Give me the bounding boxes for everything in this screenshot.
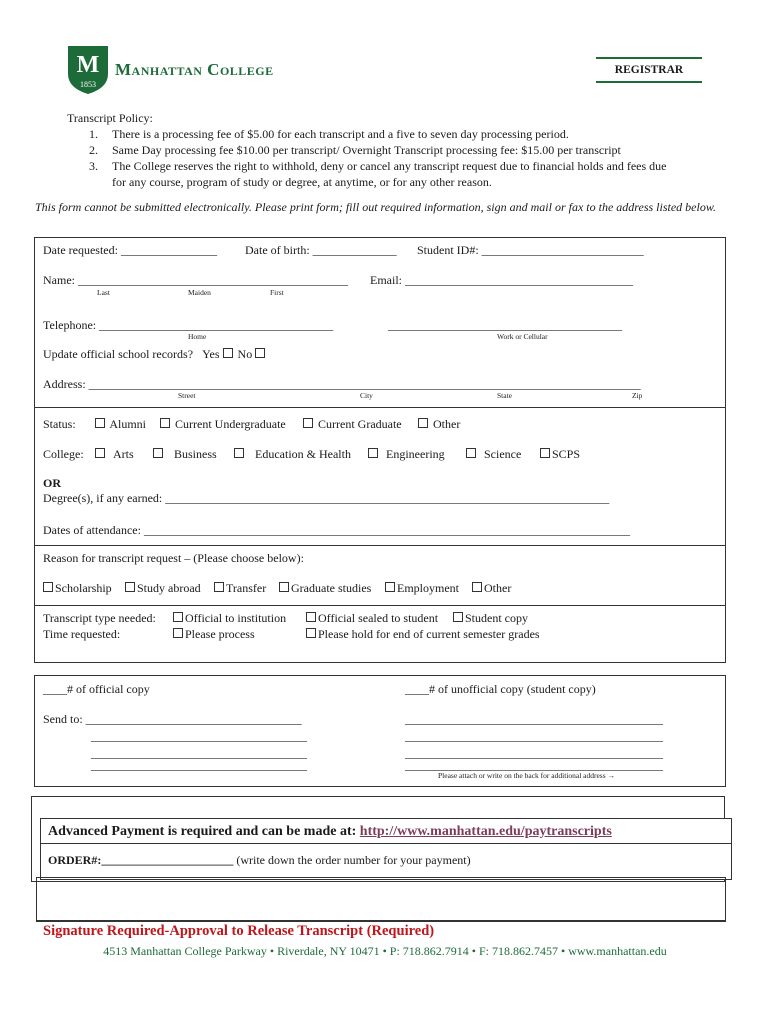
checkbox-icon[interactable] <box>368 448 378 458</box>
checkbox-icon[interactable] <box>125 582 135 592</box>
name-field[interactable]: Name: _____________________________________________ <box>43 273 348 287</box>
student-id-field[interactable]: Student ID#: ___________________________ <box>417 243 644 257</box>
send-to-line[interactable]: ____________________________________ <box>91 729 307 743</box>
checkbox-icon[interactable] <box>279 582 289 592</box>
policy-item: 1. There is a processing fee of $5.00 for each transcript and a five to seven day processing period. <box>89 127 569 141</box>
dates-attendance-field[interactable]: Dates of attendance: _________________________________________________________________________________ <box>43 523 630 537</box>
send-to-field[interactable]: Send to: ____________________________________ <box>43 712 302 726</box>
addr-city-caption: City <box>360 391 373 400</box>
reason-title: Reason for transcript request – (Please choose below): <box>43 551 304 565</box>
policy-item: for any course, program of study or degree, at anytime, or for any other reason. <box>112 175 492 189</box>
addr-zip-caption: Zip <box>632 391 643 400</box>
logo-letter: M <box>76 52 100 78</box>
policy-title: Transcript Policy: <box>67 111 153 125</box>
checkbox-icon[interactable] <box>95 418 105 428</box>
college-option[interactable]: Business <box>153 447 217 462</box>
college-option[interactable]: Science <box>466 447 521 462</box>
reason-option[interactable]: Employment <box>385 581 459 596</box>
address-field[interactable]: Address: ____________________________________________________________________________________________ <box>43 377 641 391</box>
tel-home-caption: Home <box>188 332 207 341</box>
name-first-caption: First <box>270 288 284 297</box>
reason-option[interactable]: Other <box>472 581 511 596</box>
status-option[interactable]: Current Undergraduate <box>160 417 286 432</box>
official-copy-field[interactable]: ____# of official copy <box>43 682 150 696</box>
college-option[interactable]: Arts <box>95 447 134 462</box>
checkbox-icon[interactable] <box>153 448 163 458</box>
order-number-field[interactable]: ORDER#:______________________ (write down the order number for your payment) <box>48 853 471 867</box>
transcript-policy <box>67 110 666 190</box>
checkbox-icon[interactable] <box>540 448 550 458</box>
reason-option[interactable]: Graduate studies <box>279 581 371 596</box>
logo-year: 1853 <box>80 80 96 89</box>
work-phone-field[interactable]: _______________________________________ <box>388 318 622 332</box>
name-maiden-caption: Maiden <box>188 288 211 297</box>
tel-work-caption: Work or Cellular <box>497 332 548 341</box>
reason-option[interactable]: Scholarship <box>43 581 112 596</box>
time-requested-label: Time requested: <box>43 627 121 641</box>
signature-box <box>36 877 726 922</box>
checkbox-icon[interactable] <box>95 448 105 458</box>
addr-state-caption: State <box>497 391 512 400</box>
update-records-question: Update official school records? Yes No <box>43 347 267 362</box>
college-option[interactable]: SCPS <box>540 447 580 462</box>
no-checkbox[interactable] <box>255 348 265 358</box>
checkbox-icon[interactable] <box>173 628 183 638</box>
dob-field[interactable]: Date of birth: ______________ <box>245 243 397 257</box>
send-to-line-right[interactable]: ___________________________________________ <box>405 712 663 726</box>
divider <box>40 843 731 844</box>
checkbox-icon[interactable] <box>303 418 313 428</box>
checkbox-icon[interactable] <box>214 582 224 592</box>
checkbox-icon[interactable] <box>466 448 476 458</box>
type-option[interactable]: Student copy <box>453 611 528 626</box>
payment-notice: Advanced Payment is required and can be made at: http://www.manhattan.edu/paytranscripts <box>48 824 612 839</box>
degrees-field[interactable]: Degree(s), if any earned: __________________________________________________________________________ <box>43 491 610 505</box>
type-option[interactable]: Official sealed to student <box>306 611 438 626</box>
status-option[interactable]: Alumni <box>95 417 146 432</box>
registrar-label: REGISTRAR <box>596 57 702 83</box>
send-to-line[interactable]: ____________________________________ <box>91 758 307 772</box>
college-name: Manhattan College <box>115 60 274 79</box>
unofficial-copy-field[interactable]: ____# of unofficial copy (student copy) <box>405 682 596 696</box>
checkbox-icon[interactable] <box>234 448 244 458</box>
checkbox-icon[interactable] <box>43 582 53 592</box>
checkbox-icon[interactable] <box>385 582 395 592</box>
checkbox-icon[interactable] <box>306 628 316 638</box>
signature-title: Signature Required-Approval to Release Transcript (Required) <box>43 923 435 939</box>
send-to-line-right[interactable]: ___________________________________________ <box>405 758 663 772</box>
college-option[interactable]: Engineering <box>368 447 445 462</box>
time-option[interactable]: Please process <box>173 627 255 642</box>
reason-option[interactable]: Study abroad <box>125 581 201 596</box>
checkbox-icon[interactable] <box>453 612 463 622</box>
college-logo <box>66 44 110 100</box>
type-option[interactable]: Official to institution <box>173 611 286 626</box>
reason-option[interactable]: Transfer <box>214 581 266 596</box>
email-field[interactable]: Email: ______________________________________ <box>370 273 633 287</box>
submission-note: This form cannot be submitted electronically. Please print form; fill out required information, sign and mail or fax to the address listed below. <box>35 200 716 214</box>
status-option[interactable]: Current Graduate <box>303 417 402 432</box>
transcript-type-label: Transcript type needed: <box>43 611 156 625</box>
status-label: Status: <box>43 417 76 431</box>
send-to-line-right[interactable]: ___________________________________________ <box>405 729 663 743</box>
checkbox-icon[interactable] <box>418 418 428 428</box>
date-requested-field[interactable]: Date requested: ________________ <box>43 243 217 257</box>
yes-checkbox[interactable] <box>223 348 233 358</box>
footer-address: 4513 Manhattan College Parkway • Riverdale, NY 10471 • P: 718.862.7914 • F: 718.862.7457 • www.manhattan.edu <box>103 944 667 958</box>
payment-link[interactable]: http://www.manhattan.edu/paytranscripts <box>359 824 612 839</box>
policy-item: 2. Same Day processing fee $10.00 per transcript/ Overnight Transcript processing fee: $15.00 per transcript <box>89 143 621 157</box>
divider <box>34 605 726 606</box>
or-label: OR <box>43 476 61 490</box>
send-to-line-right[interactable]: ___________________________________________ <box>405 746 663 760</box>
policy-item: 3. The College reserves the right to withhold, deny or cancel any transcript request due to financial holds and fees due <box>89 159 667 173</box>
college-option[interactable]: Education & Health <box>234 447 351 462</box>
divider <box>34 545 726 546</box>
telephone-field[interactable]: Telephone: _______________________________________ <box>43 318 334 332</box>
checkbox-icon[interactable] <box>472 582 482 592</box>
name-last-caption: Last <box>97 288 110 297</box>
divider <box>34 407 726 408</box>
status-option[interactable]: Other <box>418 417 460 432</box>
attach-note: Please attach or write on the back for additional address → <box>438 771 616 780</box>
checkbox-icon[interactable] <box>306 612 316 622</box>
checkbox-icon[interactable] <box>160 418 170 428</box>
checkbox-icon[interactable] <box>173 612 183 622</box>
send-to-line[interactable]: ____________________________________ <box>91 746 307 760</box>
time-option[interactable]: Please hold for end of current semester grades <box>306 627 540 642</box>
college-label: College: <box>43 447 84 461</box>
addr-street-caption: Street <box>178 391 196 400</box>
